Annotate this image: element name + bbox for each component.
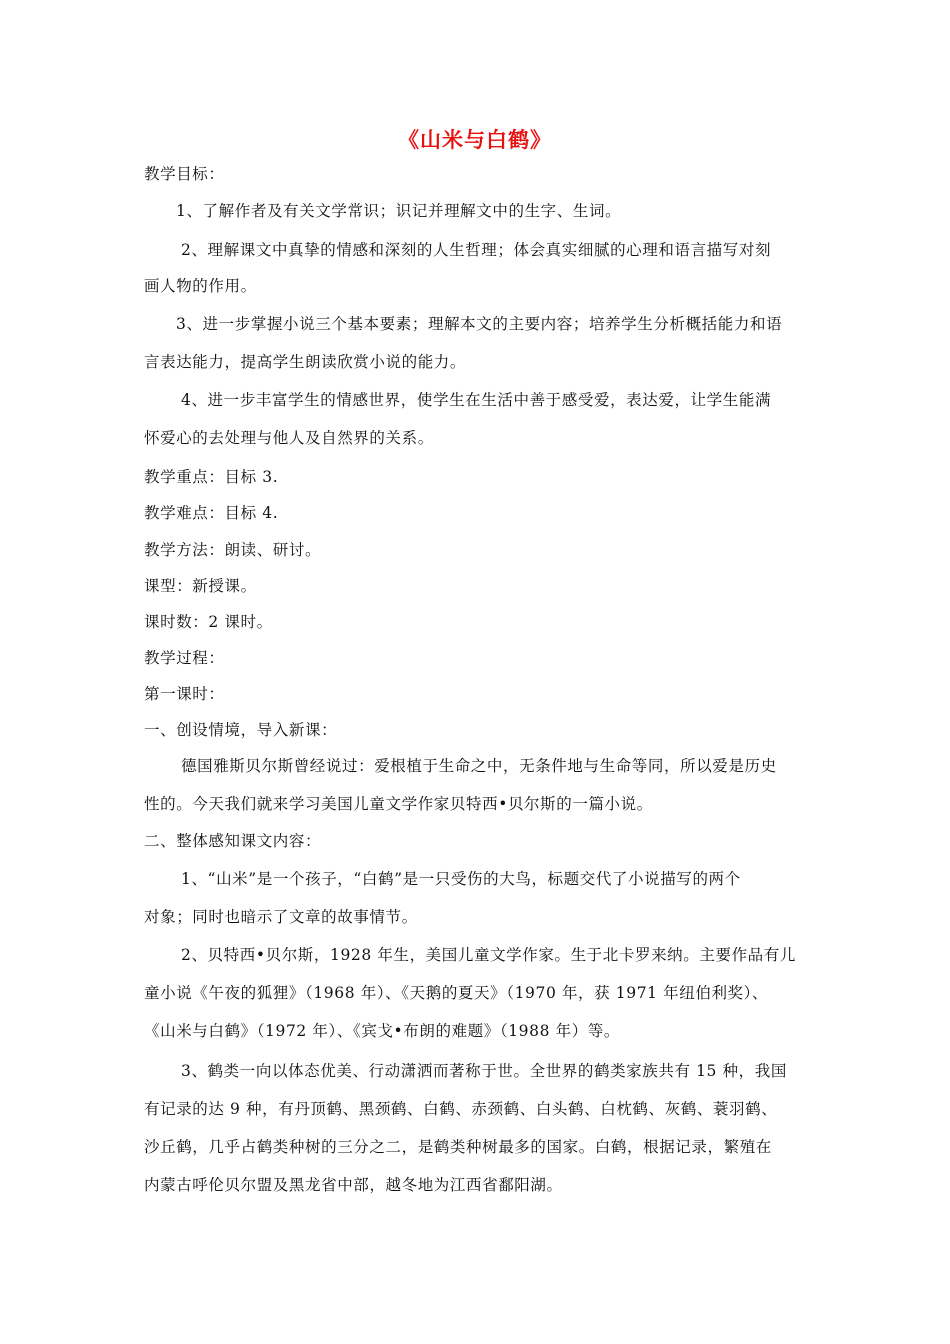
intro-paragraph-line-1: 德国雅斯贝尔斯曾经说过：爱根植于生命之中，无条件地与生命等同，所以爱是历史	[181, 757, 777, 775]
item-3-line-4: 内蒙古呼伦贝尔盟及黑龙省中部，越冬地为江西省鄱阳湖。	[144, 1176, 563, 1194]
goal-1: 1、了解作者及有关文学常识；识记并理解文中的生字、生词。	[176, 202, 622, 220]
item-1-line-1: 1、“山米”是一个孩子，“白鹤”是一只受伤的大鸟，标题交代了小说描写的两个	[181, 870, 741, 888]
teaching-focus: 教学重点：目标 3.	[144, 468, 279, 486]
teaching-goals-heading: 教学目标：	[144, 165, 225, 183]
item-3-line-3: 沙丘鹤，几乎占鹤类种树的三分之二，是鹤类种树最多的国家。白鹤，根据记录，繁殖在	[144, 1138, 772, 1156]
item-3-line-1: 3、鹤类一向以体态优美、行动潇洒而著称于世。全世界的鹤类家族共有 15 种，我国	[181, 1062, 787, 1080]
item-2-line-1: 2、贝特西•贝尔斯，1928 年生，美国儿童文学作家。生于北卡罗来纳。主要作品有儿	[181, 946, 796, 964]
intro-paragraph-line-2: 性的。今天我们就来学习美国儿童文学作家贝特西•贝尔斯的一篇小说。	[144, 795, 653, 813]
goal-2-line-1: 2、理解课文中真挚的情感和深刻的人生哲理；体会真实细腻的心理和语言描写对刻	[181, 241, 772, 259]
teaching-method: 教学方法：朗读、研讨。	[144, 541, 322, 559]
item-2-line-3: 《山米与白鹤》（1972 年）、《宾戈•布朗的难题》（1988 年）等。	[144, 1022, 620, 1040]
lesson-hours: 课时数：2 课时。	[144, 613, 273, 631]
goal-4-line-2: 怀爱心的去处理与他人及自然界的关系。	[144, 429, 434, 447]
item-3-line-2: 有记录的达 9 种，有丹顶鹤、黑颈鹤、白鹤、赤颈鹤、白头鹤、白枕鹤、灰鹤、蓑羽鹤、	[144, 1100, 778, 1118]
goal-4-line-1: 4、进一步丰富学生的情感世界，使学生在生活中善于感受爱，表达爱，让学生能满	[181, 391, 772, 409]
item-2-line-2: 童小说《午夜的狐狸》（1968 年）、《天鹅的夏天》（1970 年，获 1971 年纽伯利奖）、	[144, 984, 769, 1002]
goal-3-line-1: 3、进一步掌握小说三个基本要素；理解本文的主要内容；培养学生分析概括能力和语	[176, 315, 783, 333]
document-title: 《山米与白鹤》	[398, 127, 552, 152]
section-2-heading: 二、整体感知课文内容：	[144, 832, 322, 850]
item-1-line-2: 对象；同时也暗示了文章的故事情节。	[144, 908, 418, 926]
lesson-type: 课型：新授课。	[144, 577, 257, 595]
goal-2-line-2: 画人物的作用。	[144, 277, 257, 295]
teaching-difficulty: 教学难点：目标 4.	[144, 504, 279, 522]
first-lesson-heading: 第一课时：	[144, 685, 225, 703]
section-1-heading: 一、创设情境，导入新课：	[144, 721, 338, 739]
teaching-process-heading: 教学过程：	[144, 649, 225, 667]
goal-3-line-2: 言表达能力，提高学生朗读欣赏小说的能力。	[144, 353, 467, 371]
